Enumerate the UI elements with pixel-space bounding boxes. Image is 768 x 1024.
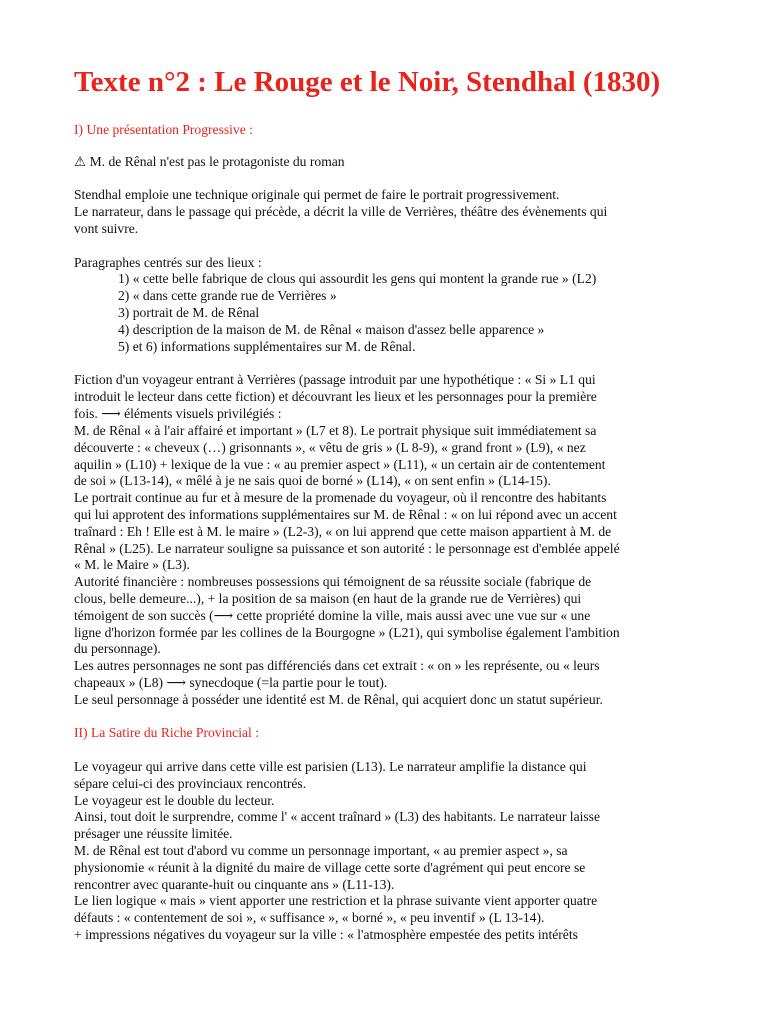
- body-line: découverte : « cheveux (…) grisonnants », « vêtu de gris » (L 8-9), « grand front » (L9), « nez: [74, 440, 586, 455]
- body-line: Le lien logique « mais » vient apporter une restriction et la phrase suivante vient apporter quatre: [74, 893, 598, 908]
- body-line: du personnage).: [74, 641, 161, 656]
- body-line: Rênal » (L25). Le narrateur souligne sa puissance et son autorité : le personnage est d'emblée appelé: [74, 541, 620, 556]
- list-item: 1) « cette belle fabrique de clous qui assourdit les gens qui montent la grande rue » (L2): [118, 271, 597, 286]
- intro-line: Le narrateur, dans le passage qui précède, a décrit la ville de Verrières, théâtre des évènements qui: [74, 204, 608, 219]
- body-line: fois. ⟶ éléments visuels privilégiés :: [74, 406, 282, 421]
- list-item: 3) portrait de M. de Rênal: [118, 305, 260, 320]
- body-line: physionomie « réunit à la dignité du maire de village cette sorte d'agrément qui peut encore se: [74, 860, 586, 875]
- body-line: témoigent de son succès (⟶ cette propriété domine la ville, mais aussi avec une vue sur « une: [74, 608, 591, 623]
- body-line: Le portrait continue au fur et à mesure de la promenade du voyageur, où il rencontre des habitants: [74, 490, 607, 505]
- body-line: Le seul personnage à posséder une identité est M. de Rênal, qui acquiert donc un statut supérieur.: [74, 692, 603, 707]
- body-line: + impressions négatives du voyageur sur la ville : « l'atmosphère empestée des petits intérêts: [74, 927, 578, 942]
- body-line: défauts : « contentement de soi », « suffisance », « borné », « peu inventif » (L 13-14).: [74, 910, 545, 925]
- body-line: rencontrer avec quarante-huit ou cinquante ans » (L11-13).: [74, 877, 395, 892]
- body-line: Ainsi, tout doit le surprendre, comme l' « accent traînard » (L3) des habitants. Le narrateur laisse: [74, 809, 601, 824]
- paragraphs-label: Paragraphes centrés sur des lieux :: [74, 255, 262, 270]
- list-item: 4) description de la maison de M. de Rênal « maison d'assez belle apparence »: [118, 322, 545, 337]
- section-2-heading: II) La Satire du Riche Provincial :: [74, 725, 259, 740]
- body-line: chapeaux » (L8) ⟶ synecdoque (=la partie pour le tout).: [74, 675, 388, 690]
- body-line: Les autres personnages ne sont pas différenciés dans cet extrait : « on » les représente, ou « leurs: [74, 658, 600, 673]
- body-line: de soi » (L13-14), « mêlé à je ne sais quoi de borné » (L14), « on sent enfin » (L14-15).: [74, 473, 551, 488]
- body-line: M. de Rênal est tout d'abord vu comme un personnage important, « au premier aspect », sa: [74, 843, 568, 858]
- intro-line: vont suivre.: [74, 221, 139, 236]
- body-line: qui lui approtent des informations supplémentaires sur M. de Rênal : « on lui répond avec un accent: [74, 507, 617, 522]
- body-line: ligne d'horizon formée par les collines de la Bourgogne » (L21), qui symbolise également l'ambition: [74, 625, 620, 640]
- body-line: introduit le lecteur dans cette fiction) et découvrant les lieux et les personnages pour la première: [74, 389, 597, 404]
- body-line: Fiction d'un voyageur entrant à Verrières (passage introduit par une hypothétique : « Si » L1 qui: [74, 372, 596, 387]
- list-item: 5) et 6) informations supplémentaires sur M. de Rênal.: [118, 339, 416, 354]
- body-line: Le voyageur est le double du lecteur.: [74, 793, 275, 808]
- body-line: Autorité financière : nombreuses possessions qui témoignent de sa réussite sociale (fabrique de: [74, 574, 592, 589]
- body-line: aquilin » (L10) + lexique de la vue : « au premier aspect » (L11), « un certain air de contentement: [74, 457, 606, 472]
- section-1-heading: I) Une présentation Progressive :: [74, 122, 253, 137]
- document-title: Texte n°2 : Le Rouge et le Noir, Stendhal (1830): [74, 66, 661, 98]
- body-line: « M. le Maire » (L3).: [74, 557, 190, 572]
- body-line: traînard : Eh ! Elle est à M. le maire » (L2-3), « on lui apprend que cette maison appartient à M. de: [74, 524, 612, 539]
- body-line: M. de Rênal « à l'air affairé et important » (L7 et 8). Le portrait physique suit immédiatement sa: [74, 423, 597, 438]
- list-item: 2) « dans cette grande rue de Verrières »: [118, 288, 337, 303]
- body-line: Le voyageur qui arrive dans cette ville est parisien (L13). Le narrateur amplifie la distance qui: [74, 759, 587, 774]
- body-line: sépare celui-ci des provinciaux rencontrés.: [74, 776, 307, 791]
- intro-line: Stendhal emploie une technique originale qui permet de faire le portrait progressivement.: [74, 187, 560, 202]
- body-line: présager une réussite limitée.: [74, 826, 233, 841]
- warning-note: ⚠ M. de Rênal n'est pas le protagoniste du roman: [74, 154, 345, 169]
- body-line: clous, belle demeure...), + la position de sa maison (en haut de la grande rue de Verrières) qui: [74, 591, 582, 606]
